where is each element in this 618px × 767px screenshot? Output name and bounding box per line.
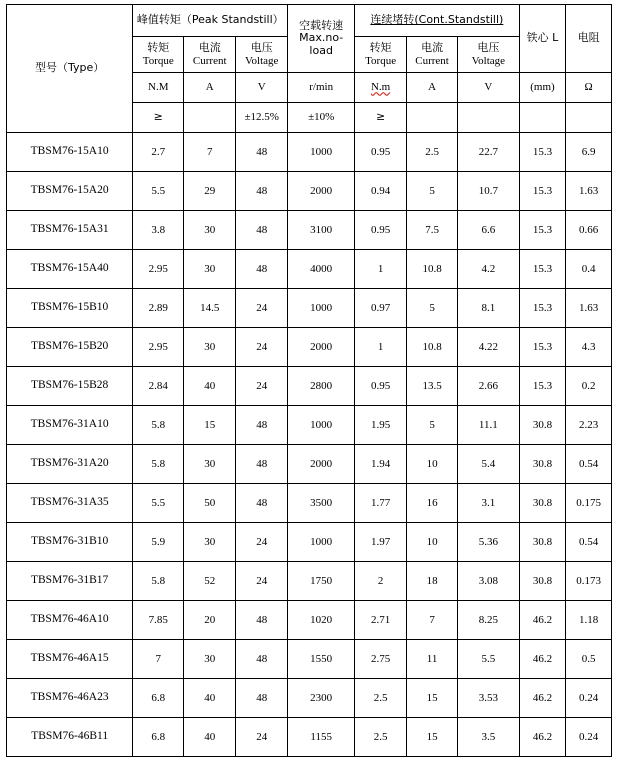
cell-core-length: 46.2 bbox=[519, 640, 566, 679]
cell-resistance: 0.173 bbox=[566, 562, 612, 601]
cell-resistance: 0.4 bbox=[566, 250, 612, 289]
header-cont-current-cn: 电流 bbox=[421, 40, 444, 54]
cell-model: TBSM76-46A10 bbox=[7, 601, 133, 640]
cell-cont-torque: 1 bbox=[355, 328, 407, 367]
header-cont-current bbox=[407, 37, 458, 73]
cell-no-load: 2000 bbox=[288, 328, 355, 367]
cell-cont-current: 16 bbox=[407, 484, 458, 523]
cell-peak-torque: 2.95 bbox=[133, 328, 184, 367]
cell-model: TBSM76-31A35 bbox=[7, 484, 133, 523]
cell-peak-current: 40 bbox=[184, 718, 236, 757]
table-row bbox=[7, 211, 612, 250]
unit-cont-current: A bbox=[407, 73, 458, 103]
tol-no-load: ±10% bbox=[288, 103, 355, 133]
cell-cont-voltage: 8.1 bbox=[458, 289, 520, 328]
cell-peak-current: 50 bbox=[184, 484, 236, 523]
tol-peak-torque: ≥ bbox=[133, 103, 184, 133]
header-cont-torque-cn: 转矩 bbox=[369, 40, 392, 54]
cell-cont-voltage: 6.6 bbox=[458, 211, 520, 250]
header-type: 型号（Type） bbox=[7, 5, 133, 133]
cell-peak-voltage: 48 bbox=[236, 484, 288, 523]
header-peak-current bbox=[184, 37, 236, 73]
cell-peak-voltage: 24 bbox=[236, 562, 288, 601]
cell-peak-voltage: 24 bbox=[236, 523, 288, 562]
tol-core-length bbox=[519, 103, 566, 133]
cell-model: TBSM76-31B17 bbox=[7, 562, 133, 601]
cell-peak-current: 14.5 bbox=[184, 289, 236, 328]
cell-core-length: 46.2 bbox=[519, 679, 566, 718]
cell-model: TBSM76-15A10 bbox=[7, 133, 133, 172]
spec-sheet bbox=[0, 4, 618, 767]
cell-peak-torque: 2.95 bbox=[133, 250, 184, 289]
cell-core-length: 15.3 bbox=[519, 289, 566, 328]
unit-core-length: (mm) bbox=[519, 73, 566, 103]
cell-peak-current: 52 bbox=[184, 562, 236, 601]
cell-model: TBSM76-15B20 bbox=[7, 328, 133, 367]
cell-peak-voltage: 48 bbox=[236, 133, 288, 172]
cell-cont-torque: 1.95 bbox=[355, 406, 407, 445]
cell-cont-torque: 2.5 bbox=[355, 718, 407, 757]
unit-peak-voltage: V bbox=[236, 73, 288, 103]
table-row bbox=[7, 172, 612, 211]
cell-peak-current: 40 bbox=[184, 367, 236, 406]
header-peak-voltage bbox=[236, 37, 288, 73]
tol-cont-torque: ≥ bbox=[355, 103, 407, 133]
cell-resistance: 0.2 bbox=[566, 367, 612, 406]
cell-core-length: 15.3 bbox=[519, 133, 566, 172]
cell-no-load: 2300 bbox=[288, 679, 355, 718]
header-peak-current-en: Current bbox=[192, 54, 227, 67]
cell-peak-torque: 6.8 bbox=[133, 718, 184, 757]
cell-cont-current: 18 bbox=[407, 562, 458, 601]
cell-peak-voltage: 24 bbox=[236, 289, 288, 328]
header-peak-torque-cn: 转矩 bbox=[147, 40, 170, 54]
cell-core-length: 15.3 bbox=[519, 172, 566, 211]
table-row bbox=[7, 718, 612, 757]
cell-model: TBSM76-15A20 bbox=[7, 172, 133, 211]
cell-resistance: 1.63 bbox=[566, 289, 612, 328]
cell-cont-current: 10 bbox=[407, 523, 458, 562]
cell-no-load: 3100 bbox=[288, 211, 355, 250]
cell-peak-current: 7 bbox=[184, 133, 236, 172]
cell-cont-voltage: 4.22 bbox=[458, 328, 520, 367]
cell-peak-current: 29 bbox=[184, 172, 236, 211]
header-peak-current-cn: 电流 bbox=[198, 40, 221, 54]
tol-peak-voltage: ±12.5% bbox=[236, 103, 288, 133]
cell-cont-torque: 1.94 bbox=[355, 445, 407, 484]
cell-cont-torque: 1.77 bbox=[355, 484, 407, 523]
header-cont-standstill bbox=[355, 5, 520, 37]
tol-peak-current bbox=[184, 103, 236, 133]
cell-cont-torque: 2.71 bbox=[355, 601, 407, 640]
table-row bbox=[7, 367, 612, 406]
cell-no-load: 1000 bbox=[288, 406, 355, 445]
cell-no-load: 2800 bbox=[288, 367, 355, 406]
cell-core-length: 46.2 bbox=[519, 718, 566, 757]
cell-peak-torque: 7.85 bbox=[133, 601, 184, 640]
table-row bbox=[7, 562, 612, 601]
header-cont-voltage bbox=[458, 37, 520, 73]
cell-peak-voltage: 48 bbox=[236, 172, 288, 211]
cell-peak-torque: 5.8 bbox=[133, 562, 184, 601]
cell-peak-current: 30 bbox=[184, 523, 236, 562]
cell-cont-current: 10.8 bbox=[407, 328, 458, 367]
cell-resistance: 0.24 bbox=[566, 679, 612, 718]
cell-cont-current: 5 bbox=[407, 172, 458, 211]
cell-cont-torque: 2.5 bbox=[355, 679, 407, 718]
cell-peak-torque: 5.5 bbox=[133, 172, 184, 211]
cell-cont-current: 15 bbox=[407, 718, 458, 757]
cell-model: TBSM76-46A15 bbox=[7, 640, 133, 679]
cell-cont-current: 10 bbox=[407, 445, 458, 484]
header-core-length: 铁心 L bbox=[519, 5, 566, 73]
cell-no-load: 2000 bbox=[288, 445, 355, 484]
cell-model: TBSM76-31A10 bbox=[7, 406, 133, 445]
cell-peak-current: 30 bbox=[184, 211, 236, 250]
cell-peak-torque: 2.84 bbox=[133, 367, 184, 406]
cell-cont-torque: 0.94 bbox=[355, 172, 407, 211]
cell-peak-voltage: 48 bbox=[236, 406, 288, 445]
cell-peak-torque: 5.9 bbox=[133, 523, 184, 562]
cell-cont-voltage: 3.08 bbox=[458, 562, 520, 601]
header-cont-torque bbox=[355, 37, 407, 73]
cell-model: TBSM76-31B10 bbox=[7, 523, 133, 562]
cell-resistance: 0.175 bbox=[566, 484, 612, 523]
tol-resistance bbox=[566, 103, 612, 133]
header-no-load-text: 空载转速 Max.no-load bbox=[299, 18, 344, 57]
cell-no-load: 1000 bbox=[288, 133, 355, 172]
cell-core-length: 30.8 bbox=[519, 523, 566, 562]
cell-cont-torque: 0.97 bbox=[355, 289, 407, 328]
cell-core-length: 15.3 bbox=[519, 328, 566, 367]
cell-cont-current: 7 bbox=[407, 601, 458, 640]
cell-peak-torque: 3.8 bbox=[133, 211, 184, 250]
motor-spec-table bbox=[6, 4, 612, 757]
cell-peak-voltage: 24 bbox=[236, 328, 288, 367]
header-group-row bbox=[7, 5, 612, 37]
cell-model: TBSM76-31A20 bbox=[7, 445, 133, 484]
table-row bbox=[7, 445, 612, 484]
cell-peak-voltage: 48 bbox=[236, 679, 288, 718]
cell-core-length: 46.2 bbox=[519, 601, 566, 640]
cell-no-load: 3500 bbox=[288, 484, 355, 523]
cell-peak-current: 30 bbox=[184, 250, 236, 289]
table-row bbox=[7, 328, 612, 367]
cell-peak-torque: 5.8 bbox=[133, 406, 184, 445]
cell-resistance: 1.63 bbox=[566, 172, 612, 211]
cell-core-length: 30.8 bbox=[519, 445, 566, 484]
cell-core-length: 30.8 bbox=[519, 484, 566, 523]
cell-model: TBSM76-15A31 bbox=[7, 211, 133, 250]
cell-peak-torque: 5.5 bbox=[133, 484, 184, 523]
cell-cont-torque: 2.75 bbox=[355, 640, 407, 679]
cell-resistance: 1.18 bbox=[566, 601, 612, 640]
cell-cont-voltage: 11.1 bbox=[458, 406, 520, 445]
cell-cont-current: 11 bbox=[407, 640, 458, 679]
table-row bbox=[7, 289, 612, 328]
cell-no-load: 1550 bbox=[288, 640, 355, 679]
cell-peak-current: 30 bbox=[184, 640, 236, 679]
cell-cont-torque: 1 bbox=[355, 250, 407, 289]
unit-peak-current: A bbox=[184, 73, 236, 103]
cell-model: TBSM76-15A40 bbox=[7, 250, 133, 289]
cell-no-load: 1000 bbox=[288, 523, 355, 562]
cell-peak-current: 15 bbox=[184, 406, 236, 445]
cell-cont-torque: 2 bbox=[355, 562, 407, 601]
cell-cont-voltage: 5.4 bbox=[458, 445, 520, 484]
unit-cont-torque-text: N.m bbox=[370, 81, 391, 94]
cell-cont-torque: 0.95 bbox=[355, 133, 407, 172]
header-cont-current-en: Current bbox=[415, 54, 449, 67]
cell-peak-current: 30 bbox=[184, 445, 236, 484]
cell-peak-voltage: 48 bbox=[236, 601, 288, 640]
unit-cont-voltage: V bbox=[458, 73, 520, 103]
cell-resistance: 0.54 bbox=[566, 445, 612, 484]
cell-no-load: 4000 bbox=[288, 250, 355, 289]
cell-peak-voltage: 24 bbox=[236, 367, 288, 406]
header-resistance: 电阻 bbox=[566, 5, 612, 73]
cell-cont-current: 13.5 bbox=[407, 367, 458, 406]
cell-no-load: 2000 bbox=[288, 172, 355, 211]
cell-cont-current: 2.5 bbox=[407, 133, 458, 172]
cell-cont-torque: 1.97 bbox=[355, 523, 407, 562]
table-row bbox=[7, 523, 612, 562]
cell-cont-voltage: 22.7 bbox=[458, 133, 520, 172]
cell-resistance: 2.23 bbox=[566, 406, 612, 445]
cell-peak-current: 40 bbox=[184, 679, 236, 718]
cell-peak-voltage: 48 bbox=[236, 640, 288, 679]
unit-peak-torque: N.M bbox=[133, 73, 184, 103]
cell-cont-voltage: 3.5 bbox=[458, 718, 520, 757]
cell-cont-current: 5 bbox=[407, 406, 458, 445]
cell-resistance: 0.5 bbox=[566, 640, 612, 679]
cell-core-length: 15.3 bbox=[519, 250, 566, 289]
cell-no-load: 1155 bbox=[288, 718, 355, 757]
cell-model: TBSM76-46A23 bbox=[7, 679, 133, 718]
cell-cont-voltage: 5.36 bbox=[458, 523, 520, 562]
cell-cont-voltage: 2.66 bbox=[458, 367, 520, 406]
cell-resistance: 4.3 bbox=[566, 328, 612, 367]
cell-core-length: 15.3 bbox=[519, 211, 566, 250]
cell-peak-torque: 6.8 bbox=[133, 679, 184, 718]
header-cont-torque-en: Torque bbox=[365, 54, 397, 67]
table-row bbox=[7, 250, 612, 289]
cell-cont-torque: 0.95 bbox=[355, 211, 407, 250]
cell-cont-current: 10.8 bbox=[407, 250, 458, 289]
cell-cont-current: 7.5 bbox=[407, 211, 458, 250]
table-row bbox=[7, 640, 612, 679]
cell-core-length: 30.8 bbox=[519, 562, 566, 601]
cell-peak-voltage: 48 bbox=[236, 211, 288, 250]
cell-cont-voltage: 8.25 bbox=[458, 601, 520, 640]
cell-peak-voltage: 48 bbox=[236, 250, 288, 289]
table-body bbox=[7, 133, 612, 757]
header-peak-voltage-cn: 电压 bbox=[250, 40, 273, 54]
cell-peak-current: 20 bbox=[184, 601, 236, 640]
cell-peak-torque: 5.8 bbox=[133, 445, 184, 484]
table-row bbox=[7, 601, 612, 640]
cell-peak-torque: 2.89 bbox=[133, 289, 184, 328]
cell-core-length: 30.8 bbox=[519, 406, 566, 445]
cell-peak-torque: 7 bbox=[133, 640, 184, 679]
cell-peak-voltage: 48 bbox=[236, 445, 288, 484]
table-row bbox=[7, 406, 612, 445]
cell-resistance: 0.24 bbox=[566, 718, 612, 757]
cell-resistance: 6.9 bbox=[566, 133, 612, 172]
header-cont-voltage-en: Voltage bbox=[471, 54, 506, 67]
cell-cont-voltage: 4.2 bbox=[458, 250, 520, 289]
cell-model: TBSM76-15B28 bbox=[7, 367, 133, 406]
unit-no-load: r/min bbox=[288, 73, 355, 103]
table-header bbox=[7, 5, 612, 133]
table-row bbox=[7, 679, 612, 718]
unit-resistance: Ω bbox=[566, 73, 612, 103]
header-peak-voltage-en: Voltage bbox=[245, 54, 279, 67]
header-cont-voltage-cn: 电压 bbox=[477, 40, 500, 54]
tol-cont-voltage bbox=[458, 103, 520, 133]
tol-cont-current bbox=[407, 103, 458, 133]
cell-cont-torque: 0.95 bbox=[355, 367, 407, 406]
cell-model: TBSM76-15B10 bbox=[7, 289, 133, 328]
cell-no-load: 1750 bbox=[288, 562, 355, 601]
header-peak-standstill: 峰值转矩（Peak Standstill） bbox=[133, 5, 288, 37]
table-row bbox=[7, 484, 612, 523]
cell-cont-voltage: 3.1 bbox=[458, 484, 520, 523]
cell-cont-current: 5 bbox=[407, 289, 458, 328]
cell-cont-voltage: 10.7 bbox=[458, 172, 520, 211]
cell-cont-voltage: 5.5 bbox=[458, 640, 520, 679]
cell-cont-current: 15 bbox=[407, 679, 458, 718]
cell-no-load: 1020 bbox=[288, 601, 355, 640]
header-no-load bbox=[288, 5, 355, 73]
cell-peak-torque: 2.7 bbox=[133, 133, 184, 172]
cell-core-length: 15.3 bbox=[519, 367, 566, 406]
cell-resistance: 0.66 bbox=[566, 211, 612, 250]
cell-peak-current: 30 bbox=[184, 328, 236, 367]
header-peak-torque bbox=[133, 37, 184, 73]
cell-no-load: 1000 bbox=[288, 289, 355, 328]
cell-peak-voltage: 24 bbox=[236, 718, 288, 757]
header-cont-standstill-text: 连续堵转(Cont.Standstill) bbox=[370, 13, 504, 27]
cell-cont-voltage: 3.53 bbox=[458, 679, 520, 718]
header-peak-torque-en: Torque bbox=[142, 54, 174, 67]
table-row bbox=[7, 133, 612, 172]
unit-cont-torque bbox=[355, 73, 407, 103]
cell-model: TBSM76-46B11 bbox=[7, 718, 133, 757]
cell-resistance: 0.54 bbox=[566, 523, 612, 562]
